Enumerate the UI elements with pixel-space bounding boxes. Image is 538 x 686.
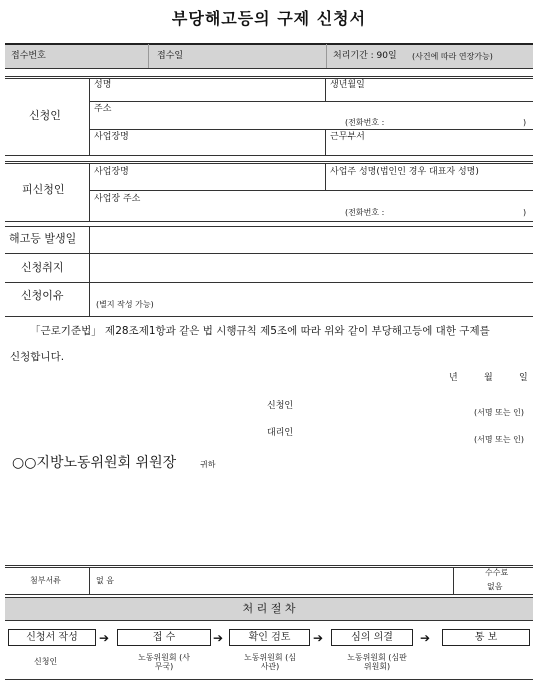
applicant-birth-label: 생년월일 [330, 80, 365, 90]
respondent-section-label: 피신청인 [22, 183, 65, 196]
fee-label: 수수료 [485, 568, 509, 577]
respondent-owner-label: 사업주 성명(법인인 경우 대표자 성명) [330, 167, 479, 177]
respondent-phone-close: ) [523, 208, 527, 217]
attachments-label: 첨부서류 [30, 576, 61, 585]
step-notification-box: 통 보 [442, 629, 530, 646]
processing-period-label: 처리기간 : 90일 [333, 51, 397, 61]
applicant-section-label: 신청인 [29, 109, 61, 122]
fee-value: 없음 [487, 582, 503, 591]
reason-label: 신청이유 [21, 289, 64, 302]
arrow-right-icon: ➔ [420, 631, 431, 645]
applicant-department-label: 근무부서 [330, 132, 365, 142]
date-year-label: 년 [449, 373, 458, 383]
applicant-signature-note: (서명 또는 인) [474, 408, 524, 417]
arrow-right-icon: ➔ [313, 631, 324, 645]
agent-signature-label: 대리인 [267, 428, 294, 438]
arrow-right-icon: ➔ [213, 631, 224, 645]
respondent-phone-label: (전화번호 : [345, 208, 385, 217]
receipt-date-label: 접수일 [157, 51, 184, 61]
processing-period-note: (사건에 따라 연장가능) [412, 52, 493, 61]
applicant-name-label: 성명 [94, 80, 112, 90]
arrow-right-icon: ➔ [99, 631, 110, 645]
statement-line-2: 신청합니다. [10, 351, 65, 363]
step-deliberation-box: 심의 의결 [331, 629, 413, 646]
step-application-actor: 신청인 [34, 657, 58, 666]
reason-note: (별지 작성 가능) [96, 300, 154, 309]
step-receipt-box: 접 수 [117, 629, 211, 646]
date-month-label: 월 [484, 373, 493, 383]
receipt-number-label: 접수번호 [11, 51, 46, 61]
step-review-box: 확인 검토 [229, 629, 310, 646]
respondent-workplace-label: 사업장명 [94, 167, 129, 177]
agent-signature-note: (서명 또는 인) [474, 435, 524, 444]
date-day-label: 일 [519, 373, 528, 383]
form-title: 부당해고등의 구제 신청서 [171, 9, 367, 28]
applicant-signature-label: 신청인 [267, 401, 294, 411]
process-title: 처 리 절 차 [242, 602, 296, 615]
step-review-actor: 노동위원회 (심사관) [243, 653, 297, 671]
recipient-suffix: 귀하 [200, 460, 216, 469]
applicant-workplace-label: 사업장명 [94, 132, 129, 142]
applicant-address-label: 주소 [94, 104, 112, 114]
purpose-label: 신청취지 [21, 261, 64, 274]
dismissal-date-label: 해고등 발생일 [9, 232, 77, 245]
step-deliberation-actor: 노동위원회 (심판위원회) [347, 653, 407, 671]
attachments-value: 없 음 [96, 576, 114, 585]
statement-line-1: 「근로기준법」 제28조제1항과 같은 법 시행규칙 제5조에 따라 위와 같이 부당해고등에 대한 구제를 [30, 325, 490, 337]
step-application-box: 신청서 작성 [8, 629, 96, 646]
applicant-phone-label: (전화번호 : [345, 118, 385, 127]
recipient-name: ○○지방노동위원회 위원장 [12, 455, 177, 471]
step-receipt-actor: 노동위원회 (사무국) [137, 653, 191, 671]
applicant-phone-close: ) [523, 118, 527, 127]
respondent-address-label: 사업장 주소 [94, 194, 141, 204]
